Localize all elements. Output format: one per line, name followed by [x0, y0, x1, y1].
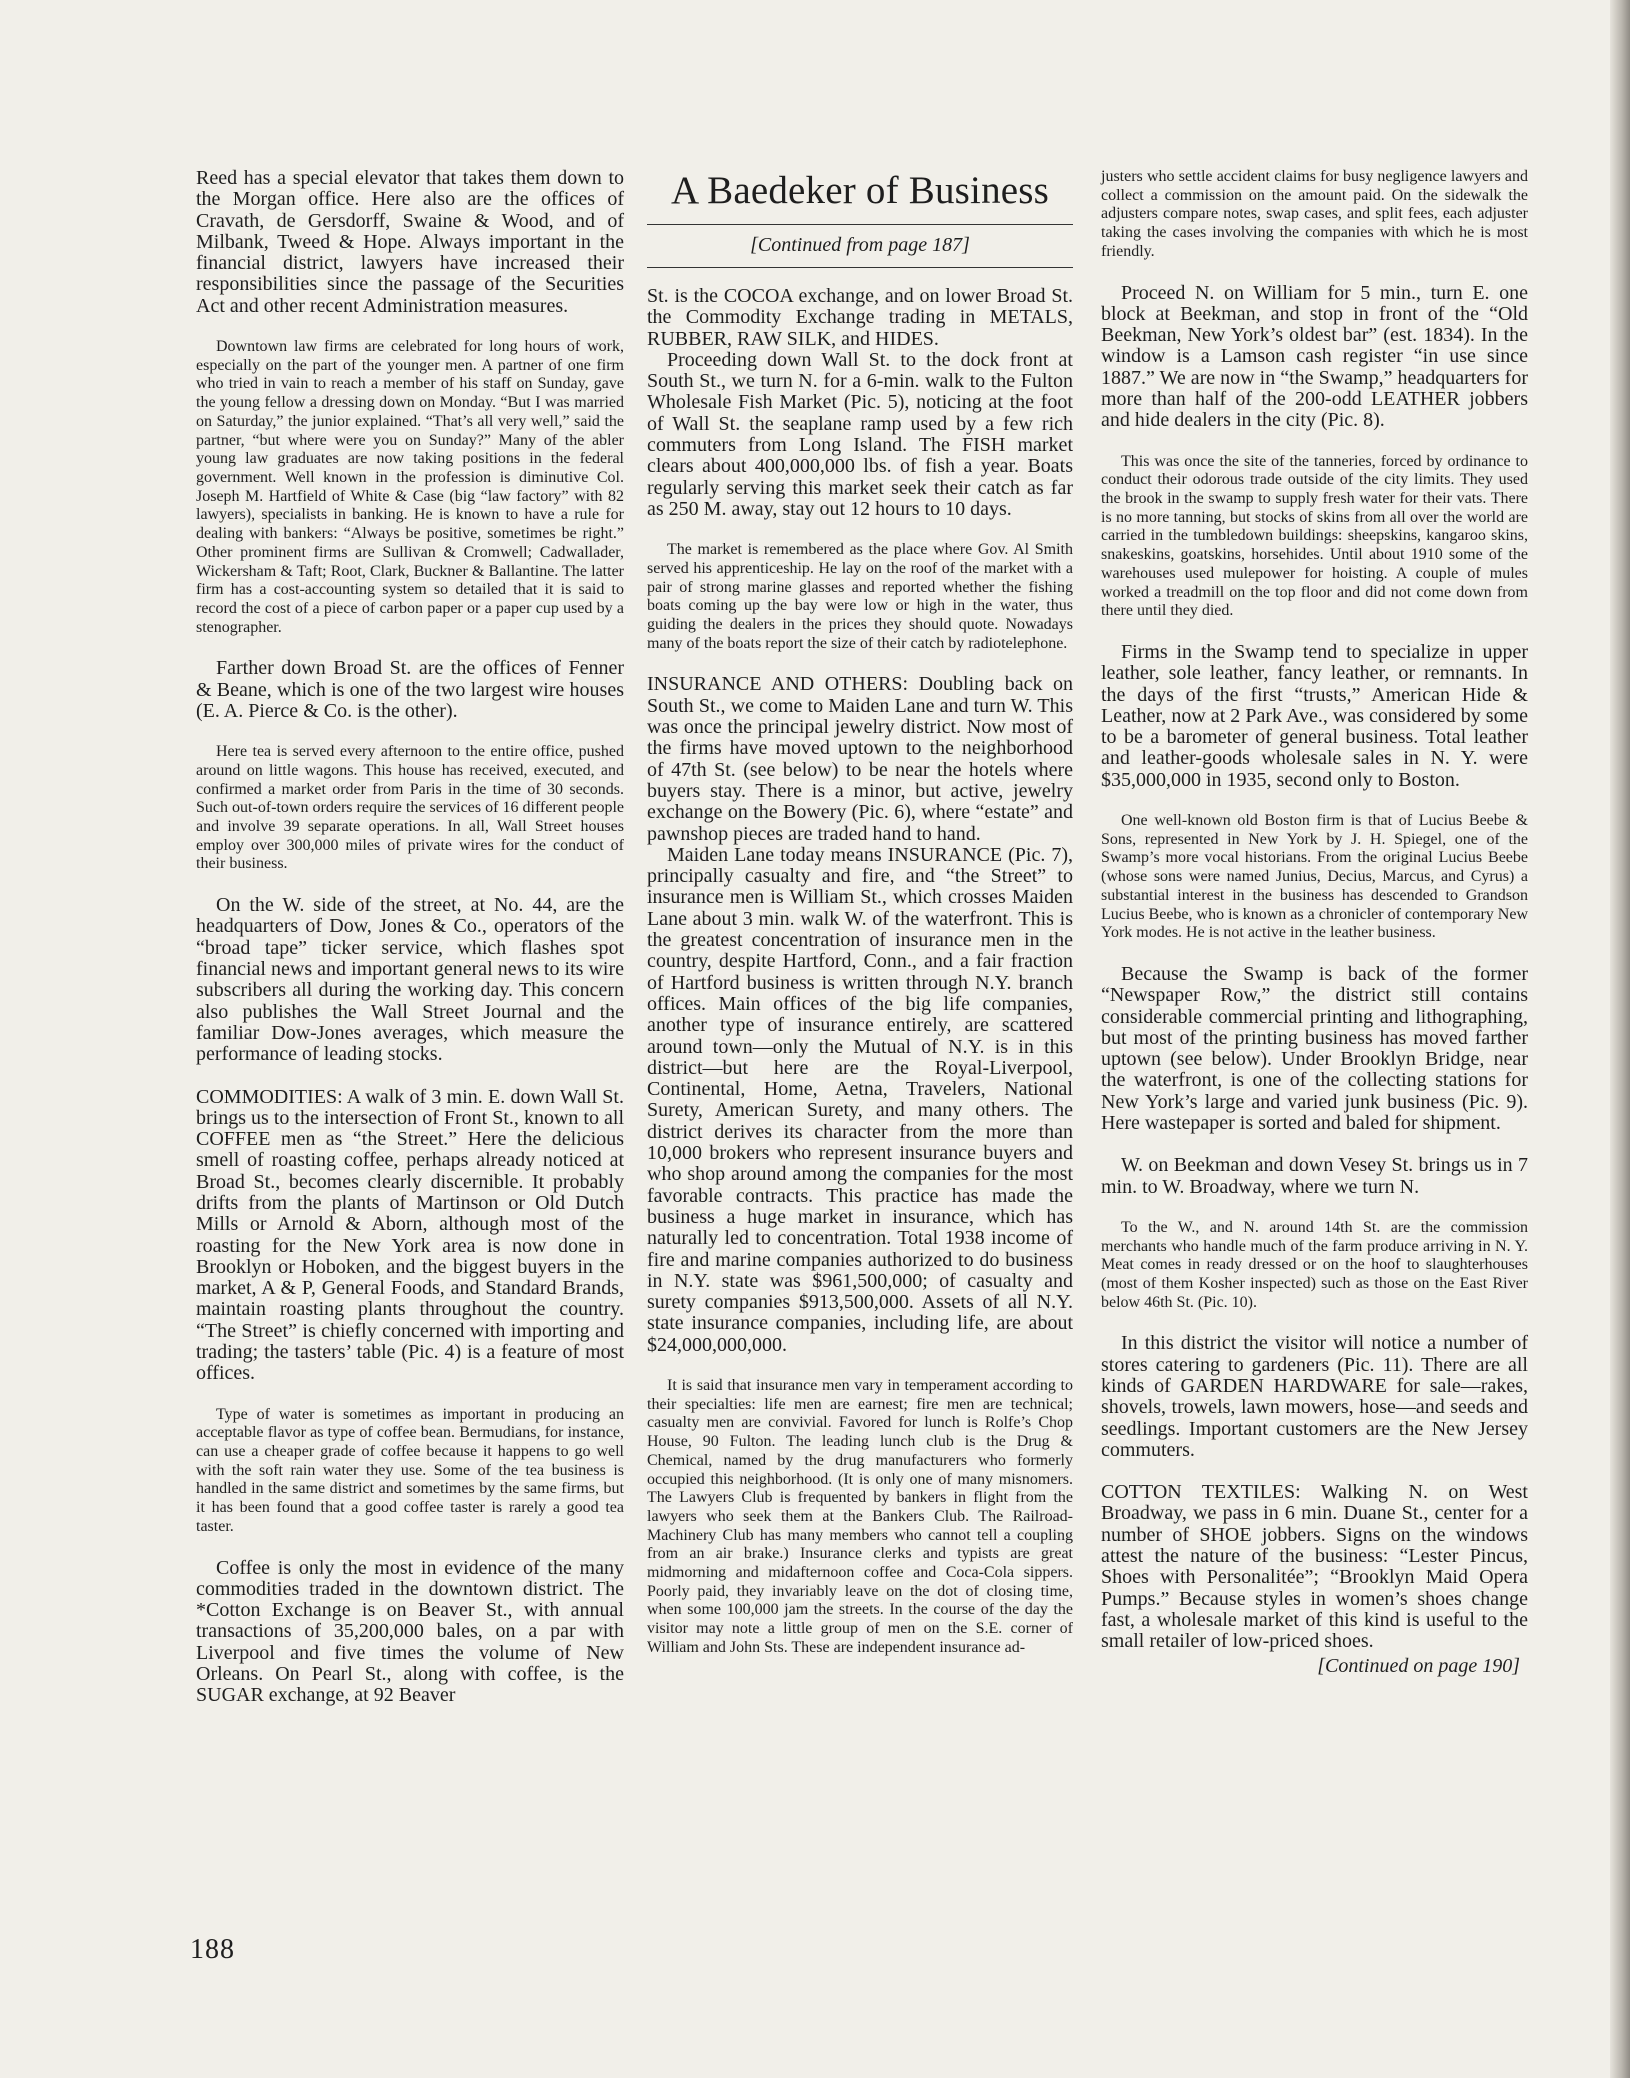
paragraph: St. is the COCOA exchange, and on lower Broad St. the Commodity Exchange trading in METALS, RUBBER, RAW SILK, and HIDES.	[647, 285, 1073, 350]
paragraph: Proceeding down Wall St. to the dock front at South St., we turn N. for a 6-min. walk to the Fulton Wholesale Fish Market (Pic. 5), noticing at the foot of Wall St. the seaplane ramp used by a few rich commuters from Long Island. The FISH market clears about 400,000,000 lbs. of fish a year. Boats regularly serving this market seek their catch as far as 250 M. away, stay out 12 hours to 10 days.	[647, 348, 1073, 520]
paragraph: Type of water is sometimes as important in producing an acceptable flavor as type of coffee bean. Bermudians, for instance, can use a cheaper grade of coffee because it happens to go well with the soft rain water they use. Some of the tea business is handled in the same district and sometimes by the same firms, but it has been found that a good coffee taster is rarely a good tea taster.	[196, 1405, 624, 1535]
paragraph: W. on Beekman and down Vesey St. brings us in 7 min. to W. Broadway, where we turn N.	[1101, 1154, 1528, 1198]
paragraph: The market is remembered as the place where Gov. Al Smith served his apprenticeship. He lay on the roof of the market with a pair of strong marine glasses and reported whether the fishing boats coming up the bay were low or high in the water, thus guiding the dealers in the prices they should quote. Nowadays many of the boats report the size of their catch by radiotelephone.	[647, 541, 1073, 652]
continued-rule	[647, 267, 1073, 268]
middle-column	[647, 168, 1073, 1679]
paragraph: Because the Swamp is back of the former “Newspaper Row,” the district still contains considerable commercial printing and lithographing, but most of the printing business has moved farther uptown (see below). Under Brooklyn Bridge, near the waterfront, is one of the collecting stations for New York’s large and varied junk business (Pic. 9). Here wastepaper is sorted and baled for shipment.	[1101, 962, 1528, 1134]
paragraph: Reed has a special elevator that takes them down to the Morgan office. Here also are the offices of Cravath, de Gersdorff, Swaine & Wood, and of Milbank, Tweed & Hope. Always important in the financial district, lawyers have increased their responsibilities since the passage of the Securities Act and other recent Administration measures.	[196, 167, 624, 317]
paragraph: Farther down Broad St. are the offices of Fenner & Beane, which is one of the two largest wire houses (E. A. Pierce & Co. is the other).	[196, 657, 624, 722]
paragraph: Firms in the Swamp tend to specialize in upper leather, sole leather, fancy leather, or remnants. In the days of the first “trusts,” American Hide & Leather, now at 2 Park Ave., was considered by some to be a barometer of general business. Total leather and leather-goods wholesale sales in N. Y. were $35,000,000 in 1935, second only to Boston.	[1101, 640, 1528, 791]
paragraph: One well-known old Boston firm is that of Lucius Beebe & Sons, represented in New York by J. H. Spiegel, one of the Swamp’s more vocal historians. From the original Lucius Beebe (whose sons were named Junius, Decius, Marcus, and Cyrus) a substantial interest in the business has descended to Grandson Lucius Beebe, who is known as a chronicler of contemporary New York modes. He is not active in the leather business.	[1101, 812, 1528, 942]
paragraph: Here tea is served every afternoon to the entire office, pushed around on little wagons. This house has received, executed, and confirmed a market order from Paris in the time of 30 seconds. Such out-of-town orders require the services of 16 different people and involve 39 separate operations. In all, Wall Street houses employ over 300,000 miles of private wires for the conduct of their business.	[196, 743, 624, 873]
paragraph: In this district the visitor will notice a number of stores catering to gardeners (Pic. 11). There are all kinds of GARDEN HARDWARE for sale—rakes, shovels, trowels, lawn mowers, hose—and seeds and seedlings. Important customers are the New Jersey commuters.	[1101, 1332, 1528, 1461]
paragraph: On the W. side of the street, at No. 44, are the headquarters of Dow, Jones & Co., operators of the “broad tape” ticker service, which flashes spot financial news and important general news to its wire subscribers all during the working day. This concern also publishes the Wall Street Journal and the familiar Dow-Jones averages, which measure the performance of leading stocks.	[196, 894, 624, 1066]
paragraph: This was once the site of the tanneries, forced by ordinance to conduct their odorous trade outside of the city limits. They used the brook in the swamp to supply fresh water for their vats. There is no more tanning, but stocks of skins from all over the world are carried in the tumbledown buildings: sheepskins, kangaroo skins, snakeskins, goatskins, horsehides. Until about 1910 some of the warehouses used mulepower for hoisting. A couple of mules worked a treadmill on the top floor and did not come down from there until they died.	[1101, 452, 1528, 620]
right-column	[1101, 168, 1528, 1678]
paragraph: To the W., and N. around 14th St. are the commission merchants who handle much of the farm produce arriving in N. Y. Meat comes in ready dressed or on the hoof to slaughterhouses (most of them Kosher inspected) such as those on the East River below 46th St. (Pic. 10).	[1101, 1218, 1528, 1311]
page-edge	[1610, 0, 1630, 2078]
section-paragraph: COMMODITIES: A walk of 3 min. E. down Wall St. brings us to the intersection of Front St., known to all COFFEE men as “the Street.” Here the delicious smell of roasting coffee, perhaps already noticed at Broad St., becomes clearly discernible. It probably drifts from the plants of Martinson or Old Dutch Mills or Arnold & Aborn, although most of the roasting for the New York area is now done in Brooklyn or Hoboken, and the biggest buyers in the market, A & P, General Foods, and Standard Brands, maintain roasting plants throughout the country. “The Street” is chiefly concerned with importing and trading; the tasters’ table (Pic. 4) is a feature of most offices.	[196, 1085, 624, 1385]
paragraph: It is said that insurance men vary in temperament according to their specialties: life men are earnest; fire men are technical; casualty men are convivial. Favored for lunch is Rolfe’s Chop House, 90 Fulton. The leading lunch club is the Drug & Chemical, named by the drug manufacturers who formerly occupied this neighborhood. (It is only one of many misnomers. The Lawyers Club is frequented by bankers in flight from the lawyers who seek them at the Bankers Club. The Railroad-Machinery Club has many members who cannot tell a coupling from an air brake.) Insurance clerks and typists are great midmorning and midafternoon coffee and Coca-Cola sippers. Poorly paid, they invariably leave on the dot of closing time, when some 100,000 jam the streets. In the course of the day the visitor may note a little group of men on the S.E. corner of William and John Sts. These are independent insurance ad-	[647, 1376, 1073, 1656]
paragraph: Coffee is only the most in evidence of the many commodities traded in the downtown district. The *Cotton Exchange is on Beaver St., with annual transactions of 35,200,000 bales, on a par with Liverpool and five times the volume of New Orleans. On Pearl St., along with coffee, is the SUGAR exchange, at 92 Beaver	[196, 1556, 624, 1707]
section-paragraph: INSURANCE AND OTHERS: Doubling back on South St., we come to Maiden Lane and turn W. This was once the principal jewelry district. Now most of the firms have moved uptown to the neighborhood of 47th St. (see below) to be near the hotels where buyers stay. There is a minor, but active, jewelry exchange on the Bowery (Pic. 6), where “estate” and pawnshop pieces are traded hand to hand.	[647, 673, 1073, 845]
page-number: 188	[190, 1934, 235, 1965]
left-column	[196, 168, 624, 1728]
continued-on: [Continued on page 190]	[1317, 1654, 1520, 1677]
paragraph: Proceed N. on William for 5 min., turn E. one block at Beekman, and stop in front of the “Old Beekman, New York’s oldest bar” (est. 1834). In the window is a Lamson cash register “in use since 1887.” We are now in “the Swamp,” headquarters for more than half of the 200-odd LEATHER jobbers and hide dealers in the city (Pic. 8).	[1101, 281, 1528, 432]
continued-from: [Continued from page 187]	[750, 234, 970, 256]
headline-rule	[647, 224, 1073, 225]
article-headline: A Baedeker of Business	[670, 169, 1050, 212]
section-paragraph: COTTON TEXTILES: Walking N. on West Broadway, we pass in 6 min. Duane St., center for a number of SHOE jobbers. Signs on the windows attest the nature of the business: “Lester Pincus, Shoes with Personalitée”; “Brooklyn Maid Opera Pumps.” Because styles in women’s shoes change fast, a wholesale market of this kind is useful to the small retailer of low-priced shoes.	[1101, 1481, 1528, 1653]
paragraph: Downtown law firms are celebrated for long hours of work, especially on the part of the younger men. A partner of one firm who tried in vain to reach a member of his staff on Sunday, gave the young fellow a dressing down on Monday. “But I was married on Saturday,” the junior explained. “That’s all very well,” said the partner, “but where were you on Sunday?” Many of the abler young law graduates are now taking positions in the federal government. Well known in the profession is diminutive Col. Joseph M. Hartfield of White & Case (big “law factory” with 82 lawyers), specialists in banking. He is known to have a rule for dealing with bankers: “Always be positive, sometimes be right.” Other prominent firms are Sullivan & Cromwell; Cadwallader, Wickersham & Taft; Root, Clark, Buckner & Ballantine. The latter firm has a cost-accounting system so detailed that it is said to record the cost of a piece of carbon paper or a paper cup used by a stenographer.	[196, 338, 624, 636]
paragraph: justers who settle accident claims for busy negligence lawyers and collect a commission on the amount paid. On the sidewalk the adjusters compare notes, swap cases, and split fees, each adjuster taking the cases involving the companies with which he is most friendly.	[1101, 168, 1528, 260]
paragraph: Maiden Lane today means INSURANCE (Pic. 7), principally casualty and fire, and “the Street” to insurance men is William St., which crosses Maiden Lane about 3 min. walk W. of the waterfront. This is the greatest concentration of insurance men in the country, despite Hartford, Conn., and a fair fraction of Hartford business is written through N.Y. branch offices. Main offices of the big life companies, another type of insurance entirely, are scattered around town—only the Mutual of N.Y. is in this district—but here are the Royal-Liverpool, Continental, Home, Aetna, Travelers, National Surety, American Surety, and many others. The district derives its character from the more than 10,000 brokers who represent insurance buyers and who shop around among the companies for the most favorable contracts. This practice has made the business a huge market in insurance, which has naturally led to concentration. Total 1938 income of fire and marine companies authorized to do business in N.Y. state was $961,500,000; of casualty and surety companies $913,500,000. Assets of all N.Y. state insurance companies, including life, are about $24,000,000,000.	[647, 843, 1073, 1356]
